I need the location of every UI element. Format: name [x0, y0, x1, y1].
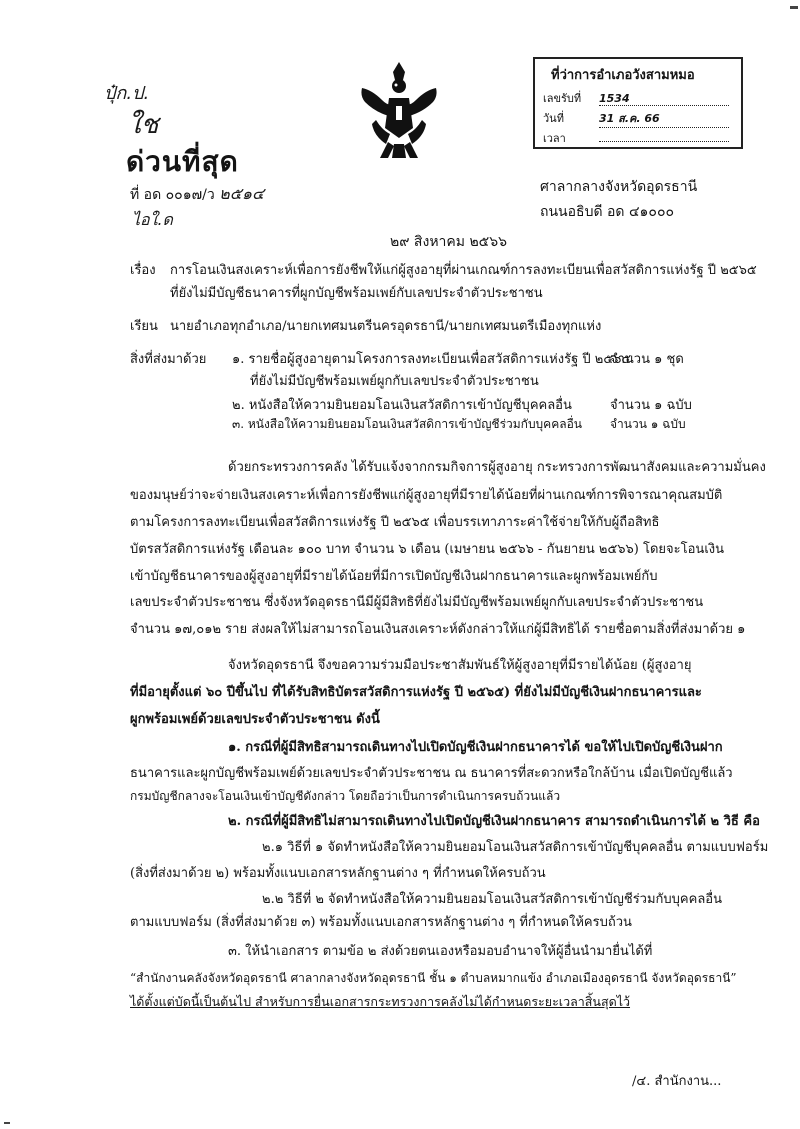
body-paragraph-2-line: ผูกพร้อมเพย์ด้วยเลขประจำตัวประชาชน ดังนี้ [130, 712, 380, 727]
body-paragraph-2-line: ที่มีอายุตั้งแต่ ๖๐ ปีขึ้นไป ที่ได้รับสิทธิบัตรสวัสดิการแห่งรัฐ ปี ๒๕๖๕) ที่ยังไม่มีบัญชีเงินฝากธนาคารและ [130, 685, 702, 700]
item-1-line: ธนาคารและผูกบัญชีพร้อมเพย์ด้วยเลขประจำตัวประชาชน ณ ธนาคารที่สะดวกหรือใกล้บ้าน เมื่อเปิดบัญชีแล้ว [130, 766, 733, 781]
item-2-1-line: (สิ่งที่ส่งมาด้วย ๒) พร้อมทั้งแนบเอกสารหลักฐานต่าง ๆ ที่กำหนดให้ครบถ้วน [130, 866, 546, 881]
garuda-emblem-icon [354, 58, 444, 168]
receipt-stamp [533, 57, 743, 149]
subject-label: เรื่อง [130, 263, 156, 278]
body-paragraph-1-line: ด้วยกระทรวงการคลัง ได้รับแจ้งจากกรมกิจการผู้สูงอายุ กระทรวงการพัฒนาสังคมและความมั่นคง [228, 460, 766, 475]
subject-line-1: การโอนเงินสงเคราะห์เพื่อการยังชีพให้แก่ผู้สูงอายุที่ผ่านเกณฑ์การลงทะเบียนเพื่อสวัสดิการแห่งรัฐ ปี ๒๕๖๕ [170, 263, 757, 278]
item-2-heading: ๒. กรณีที่ผู้มีสิทธิไม่สามารถเดินทางไปเปิดบัญชีเงินฝากธนาคาร สามารถดำเนินการได้ ๒ วิธี คือ [228, 814, 760, 829]
attachment-quantity: จำนวน ๑ ชุด [610, 352, 684, 367]
item-3-line: ๓. ให้นำเอกสาร ตามข้อ ๒ ส่งด้วยตนเองหรือมอบอำนาจให้ผู้อื่นนำมายื่นได้ที่ [228, 944, 653, 959]
body-paragraph-1-line: จำนวน ๑๗,๐๑๒ ราย ส่งผลให้ไม่สามารถโอนเงินสงเคราะห์ดังกล่าวให้แก่ผู้มีสิทธิได้ รายชื่อตามสิ่งที่ส่งมาด้วย ๑ [130, 622, 746, 637]
subject-line-2: ที่ยังไม่มีบัญชีธนาคารที่ผูกบัญชีพร้อมเพย์กับเลขประจำตัวประชาชน [170, 286, 543, 301]
document-number-prefix: ที่ อด ๐๐๑๗/ว [130, 187, 215, 203]
scan-speck [4, 1122, 10, 1124]
receipt-stamp-label: เลขรับที่ [543, 92, 582, 105]
receipt-stamp-value: 31 ส.ค. 66 [599, 109, 729, 128]
attachment-item: ๒. หนังสือให้ความยินยอมโอนเงินสวัสดิการเข้าบัญชีบุคคลอื่น [232, 398, 572, 413]
urgency-label: ด่วนที่สุด [126, 145, 239, 178]
receipt-stamp-label: เวลา [543, 132, 566, 145]
attachment-quantity: จำนวน ๑ ฉบับ [610, 417, 686, 431]
receipt-stamp-row [543, 109, 733, 128]
body-paragraph-1-line: ตามโครงการลงทะเบียนเพื่อสวัสดิการแห่งรัฐ ปี ๒๕๖๕ เพื่อบรรเทาภาระค่าใช้จ่ายให้กับผู้ถือสิทธิ [130, 515, 660, 530]
item-1-line: กรมบัญชีกลางจะโอนเงินเข้าบัญชีดังกล่าว โดยถือว่าเป็นการดำเนินการครบถ้วนแล้ว [130, 789, 561, 803]
receipt-stamp-value [599, 141, 729, 142]
receipt-stamp-label: วันที่ [543, 112, 564, 125]
salutation-recipients: นายอำเภอทุกอำเภอ/นายกเทศมนตรีนครอุดรธานี/นายกเทศมนตรีเมืองทุกแห่ง [170, 319, 602, 334]
receipt-stamp-row [543, 129, 733, 147]
document-date: ๒๙ สิงหาคม ๒๕๖๖ [390, 234, 508, 250]
item-3-line: “สำนักงานคลังจังหวัดอุดรธานี ศาลากลางจังหวัดอุดรธานี ชั้น ๑ ตำบลหมากแข้ง อำเภอเมืองอุดรธานี จังหวัดอุดรธานี” [130, 971, 737, 985]
page-continuation: /๔. สำนักงาน... [632, 1074, 722, 1089]
attachment-item: ๓. หนังสือให้ความยินยอมโอนเงินสวัสดิการเข้าบัญชีร่วมกับบุคคลอื่น [232, 417, 582, 431]
receipt-stamp-title: ที่ว่าการอำเภอวังสามหมอ [551, 68, 695, 83]
item-1-line: ๑. กรณีที่ผู้มีสิทธิสามารถเดินทางไปเปิดบัญชีเงินฝากธนาคารได้ ขอให้ไปเปิดบัญชีเงินฝาก [228, 740, 723, 755]
document-number [130, 184, 264, 205]
salutation-label: เรียน [130, 319, 158, 334]
handwritten-note-bottom: ไอใ.ด [132, 210, 173, 229]
item-2-1-line: ๒.๑ วิธีที่ ๑ จัดทำหนังสือให้ความยินยอมโอนเงินสวัสดิการเข้าบัญชีบุคคลอื่น ตามแบบฟอร์ม [262, 840, 769, 855]
item-3-line: ได้ตั้งแต่บัดนี้เป็นต้นไป สำหรับการยื่นเอกสารกระทรวงการคลังไม่ได้กำหนดระยะเวลาสิ้นสุดไว้ [130, 994, 631, 1009]
handwritten-note-mid: ใช [128, 110, 159, 140]
attachment-quantity: จำนวน ๑ ฉบับ [610, 398, 692, 413]
body-paragraph-1-line: เลขประจำตัวประชาชน ซึ่งจังหวัดอุดรธานีมีผู้มีสิทธิที่ยังไม่มีบัญชีพร้อมเพย์ผูกกับเลขประจำตัวประชาชน [130, 595, 704, 610]
attachments-label: สิ่งที่ส่งมาด้วย [130, 352, 207, 367]
receipt-stamp-row [543, 89, 733, 107]
handwritten-note-top: ปุ๋ก.ป. [104, 83, 150, 104]
body-paragraph-2-line: จังหวัดอุดรธานี จึงขอความร่วมมือประชาสัมพันธ์ให้ผู้สูงอายุที่มีรายได้น้อย (ผู้สูงอายุ [228, 658, 692, 673]
attachment-item: ๑. รายชื่อผู้สูงอายุตามโครงการลงทะเบียนเพื่อสวัสดิการแห่งรัฐ ปี ๒๕๖๕ [232, 352, 632, 367]
receipt-stamp-value: 1534 [599, 92, 729, 106]
body-paragraph-1-line: ของมนุษย์ว่าจะจ่ายเงินสงเคราะห์เพื่อการยังชีพแก่ผู้สูงอายุที่มีรายได้น้อยที่ผ่านเกณฑ์การพิจารณาคุณสมบัติ [130, 488, 723, 503]
body-paragraph-1-line: บัตรสวัสดิการแห่งรัฐ เดือนละ ๑๐๐ บาท จำนวน ๖ เดือน (เมษายน ๒๕๖๖ - กันยายน ๒๕๖๖) โดยจะโอนเงิน [130, 542, 724, 557]
scan-speck [790, 6, 798, 9]
item-2-2-line: ตามแบบฟอร์ม (สิ่งที่ส่งมาด้วย ๓) พร้อมทั้งแนบเอกสารหลักฐานต่าง ๆ ที่กำหนดให้ครบถ้วน [130, 915, 632, 930]
body-paragraph-1-line: เข้าบัญชีธนาคารของผู้สูงอายุที่มีรายได้น้อยที่มีการเปิดบัญชีเงินฝากธนาคารและผูกพร้อมเพย์กับ [130, 569, 658, 584]
item-2-2-line: ๒.๒ วิธีที่ ๒ จัดทำหนังสือให้ความยินยอมโอนเงินสวัสดิการเข้าบัญชีร่วมกับบุคคลอื่น [262, 892, 722, 907]
attachment-item-continued: ที่ยังไม่มีบัญชีพร้อมเพย์ผูกกับเลขประจำตัวประชาชน [250, 374, 539, 389]
document-number-handwritten: ๒๕๑๔ [219, 184, 265, 203]
sender-office: ศาลากลางจังหวัดอุดรธานี [540, 179, 698, 195]
sender-address: ถนนอธิบดี อด ๔๑๐๐๐ [540, 204, 675, 220]
